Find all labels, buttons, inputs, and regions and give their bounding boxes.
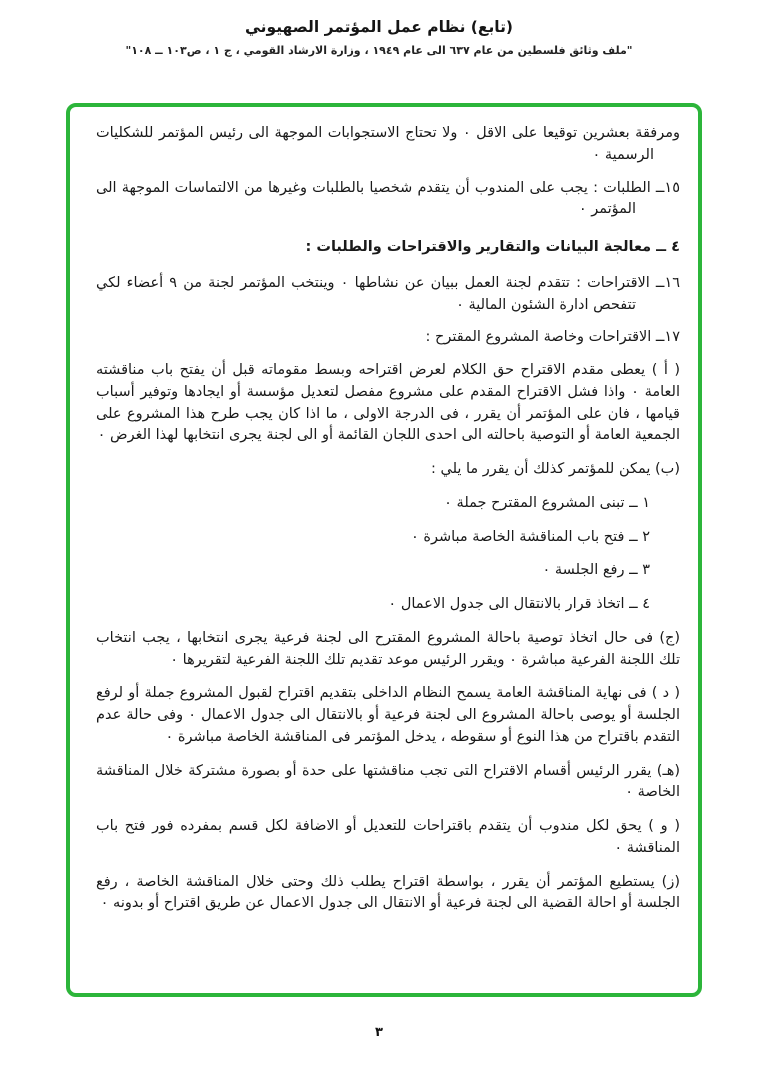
paragraph-item-17: ١٧ــ الاقتراحات وخاصة المشروع المقترح : [425,329,680,346]
paragraph-clause-f: ( و ) يحق لكل مندوب أن يتقدم باقتراحات للتعديل أو الاضافة لكل قسم بمفرده فور فتح باب المناقشة ٠ [96,818,680,856]
list-item-option-4: ٤ ــ اتخاذ قرار بالانتقال الى جدول الاعمال ٠ [388,596,650,612]
doc-source-line: "ملف وثائق فلسطين من عام ٦٣٧ الى عام ١٩٤٩ ، وزارة الارشاد القومي ، ج ١ ، ص١٠٣ ــ ١٠٨" [125,44,633,57]
paragraph-intro-continuation: ومرفقة بعشرين توقيعا على الاقل ٠ ولا تحتاج الاستجوابات الموجهة الى رئيس المؤتمر للشكليات الرسمية ٠ [96,125,680,163]
paragraph-clause-d: ( د ) فى نهاية المناقشة العامة يسمح النظام الداخلى بتقديم اقتراح لقبول المشروع جملة أو لرفع الجلسة أو يوصى باحالة المشروع الى لجنة فرعية أو بالانتقال الى جدول الاعمال ٠ وفى حالة عدم التقدم باقتراح من هذا النوع أو سقوطه ، يدخل المؤتمر فى المناقشة الخاصة مباشرة ٠ [96,685,680,745]
paragraph-clause-a: ( أ ) يعطى مقدم الاقتراح حق الكلام لعرض اقتراحه وبسط مقوماته قبل أن يفتح باب مناقشته العامة ٠ واذا فشل الاقتراح المقدم على مشروع مفصل لتعديل مؤسسة أو ايجادها وتوفير أسباب قيامها ، فان على المؤتمر أن يقرر ، فى الدرجة الاولى ، ما اذا كان يجب طرح هذا المشروع على الجمعية العامة أو التوصية باحالته الى احدى اللجان القائمة أو الى لجنة يجرى انتخابها لهذا الغرض ٠ [96,362,681,444]
document-body [96,123,680,915]
green-border-frame [66,103,702,997]
page-number: ٣ [375,1025,383,1040]
section-heading-4: ٤ ــ معالجة البيانات والتقارير والاقتراحات والطلبات : [305,239,680,255]
paragraph-item-15: ١٥ــ الطلبات : يجب على المندوب أن يتقدم شخصيا بالطلبات وغيرها من الالتماسات الموجهة الى المؤتمر ٠ [96,179,680,218]
list-item-option-1: ١ ــ تبنى المشروع المقترح جملة ٠ [444,494,650,511]
doc-title: (تابع) نظام عمل المؤتمر الصهيوني [245,18,513,36]
paragraph-clause-e: (هـ) يقرر الرئيس أقسام الاقتراح التى تجب مناقشتها على حدة أو بصورة مشتركة خلال المناقشة الخاصة ٠ [96,762,680,801]
doc-header [0,18,758,57]
paragraph-clause-b: (ب) يمكن للمؤتمر كذلك أن يقرر ما يلي : [430,461,680,477]
paragraph-item-16: ١٦ــ الاقتراحات : تتقدم لجنة العمل ببيان عن نشاطها ٠ وينتخب المؤتمر لجنة من ٩ أعضاء لكي تتفحص ادارة الشئون المالية ٠ [96,274,681,313]
list-item-option-2: ٢ ــ فتح باب المناقشة الخاصة مباشرة ٠ [410,528,650,545]
paragraph-clause-c: (ج) فى حال اتخاذ توصية باحالة المشروع المقترح الى لجنة فرعية يجرى انتخابها ، يجب انتخاب تلك اللجنة الفرعية مباشرة ٠ ويقرر الرئيس موعد تقديم تلك اللجنة الفرعية لتقريرها ٠ [96,629,680,668]
paragraph-clause-g: (ز) يستطيع المؤتمر أن يقرر ، بواسطة اقتراح يطلب ذلك وحتى خلال المناقشة الخاصة ، رفع الجلسة أو احالة القضية الى لجنة فرعية أو الانتقال الى جدول الاعمال عن طريق اقتراح أو بدونه ٠ [96,873,680,912]
list-item-option-3: ٣ ــ رفع الجلسة ٠ [542,562,650,579]
